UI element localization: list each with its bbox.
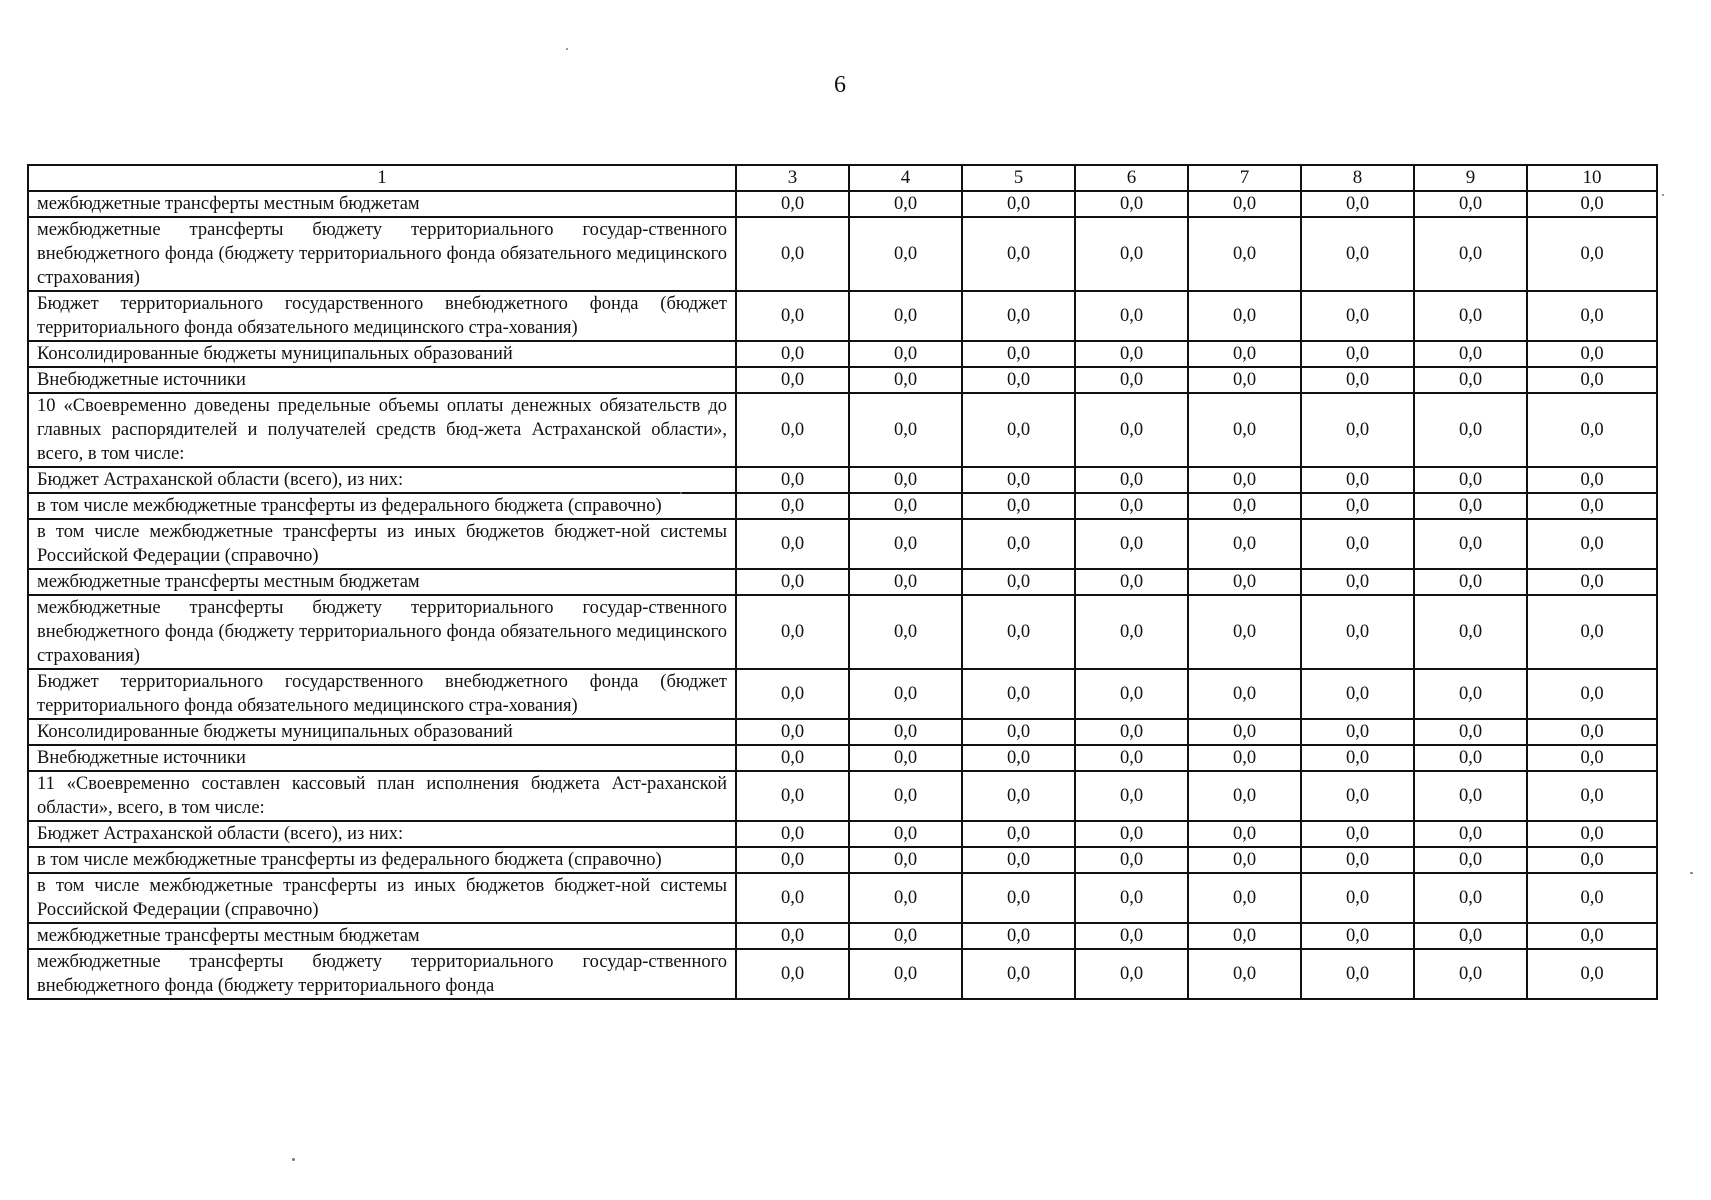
table-row (28, 923, 1657, 949)
value-cell: 0,0 (962, 291, 1075, 341)
value-cell: 0,0 (1188, 467, 1301, 493)
value-cell: 0,0 (1301, 771, 1414, 821)
value-cell: 0,0 (1075, 821, 1188, 847)
value-cell: 0,0 (849, 493, 962, 519)
value-cell: 0,0 (849, 291, 962, 341)
value-cell: 0,0 (736, 569, 849, 595)
value-cell: 0,0 (1301, 217, 1414, 291)
value-cell: 0,0 (962, 719, 1075, 745)
value-cell: 0,0 (849, 367, 962, 393)
value-cell: 0,0 (849, 569, 962, 595)
value-cell: 0,0 (962, 341, 1075, 367)
value-cell: 0,0 (1527, 719, 1657, 745)
table-row (28, 821, 1657, 847)
value-cell: 0,0 (1414, 595, 1527, 669)
header-row (28, 165, 1657, 191)
row-label: межбюджетные трансферты местным бюджетам (28, 569, 736, 595)
value-cell: 0,0 (1188, 519, 1301, 569)
value-cell: 0,0 (962, 217, 1075, 291)
value-cell: 0,0 (1075, 341, 1188, 367)
row-label: межбюджетные трансферты местным бюджетам (28, 191, 736, 217)
table-row (28, 191, 1657, 217)
value-cell: 0,0 (849, 745, 962, 771)
row-label: Консолидированные бюджеты муниципальных образований (28, 719, 736, 745)
value-cell: 0,0 (1075, 873, 1188, 923)
value-cell: 0,0 (1075, 771, 1188, 821)
value-cell: 0,0 (1075, 393, 1188, 467)
value-cell: 0,0 (1075, 569, 1188, 595)
scan-speck (566, 48, 568, 50)
row-label: в том числе межбюджетные трансферты из федерального бюджета (справочно) (28, 493, 736, 519)
value-cell: 0,0 (1075, 669, 1188, 719)
column-header: 4 (849, 165, 962, 191)
value-cell: 0,0 (1414, 393, 1527, 467)
value-cell: 0,0 (1527, 873, 1657, 923)
value-cell: 0,0 (736, 393, 849, 467)
value-cell: 0,0 (962, 771, 1075, 821)
row-label: 11 «Своевременно составлен кассовый план исполнения бюджета Аст-раханской области», всего, в том числе: (28, 771, 736, 821)
table-body (28, 191, 1657, 999)
value-cell: 0,0 (962, 847, 1075, 873)
value-cell: 0,0 (1527, 923, 1657, 949)
value-cell: 0,0 (1301, 669, 1414, 719)
value-cell: 0,0 (962, 367, 1075, 393)
value-cell: 0,0 (1301, 393, 1414, 467)
value-cell: 0,0 (1188, 191, 1301, 217)
row-label: межбюджетные трансферты местным бюджетам (28, 923, 736, 949)
value-cell: 0,0 (1075, 291, 1188, 341)
value-cell: 0,0 (962, 745, 1075, 771)
value-cell: 0,0 (1188, 821, 1301, 847)
value-cell: 0,0 (962, 493, 1075, 519)
table-row (28, 467, 1657, 493)
value-cell: 0,0 (849, 595, 962, 669)
value-cell: 0,0 (1414, 923, 1527, 949)
value-cell: 0,0 (1414, 873, 1527, 923)
column-header: 10 (1527, 165, 1657, 191)
value-cell: 0,0 (1527, 217, 1657, 291)
row-label: Бюджет Астраханской области (всего), из них: (28, 467, 736, 493)
value-cell: 0,0 (1188, 569, 1301, 595)
value-cell: 0,0 (736, 217, 849, 291)
value-cell: 0,0 (1075, 847, 1188, 873)
value-cell: 0,0 (849, 821, 962, 847)
value-cell: 0,0 (849, 949, 962, 999)
value-cell: 0,0 (736, 719, 849, 745)
value-cell: 0,0 (1301, 719, 1414, 745)
value-cell: 0,0 (1527, 291, 1657, 341)
value-cell: 0,0 (849, 341, 962, 367)
column-header: 3 (736, 165, 849, 191)
value-cell: 0,0 (1414, 493, 1527, 519)
value-cell: 0,0 (736, 923, 849, 949)
table-row (28, 771, 1657, 821)
table-row (28, 393, 1657, 467)
value-cell: 0,0 (849, 519, 962, 569)
value-cell: 0,0 (1188, 847, 1301, 873)
value-cell: 0,0 (849, 217, 962, 291)
value-cell: 0,0 (1301, 847, 1414, 873)
value-cell: 0,0 (1527, 341, 1657, 367)
value-cell: 0,0 (1301, 519, 1414, 569)
column-header: 1 (28, 165, 736, 191)
row-label: межбюджетные трансферты бюджету территориального государ-ственного внебюджетного фонда (бюджету территориального фонда обязательного медицинского страхования) (28, 595, 736, 669)
value-cell: 0,0 (736, 847, 849, 873)
value-cell: 0,0 (1527, 467, 1657, 493)
value-cell: 0,0 (1188, 719, 1301, 745)
value-cell: 0,0 (1527, 745, 1657, 771)
table-row (28, 847, 1657, 873)
value-cell: 0,0 (1301, 367, 1414, 393)
row-label: в том числе межбюджетные трансферты из иных бюджетов бюджет-ной системы Российской Федерации (справочно) (28, 519, 736, 569)
value-cell: 0,0 (962, 821, 1075, 847)
value-cell: 0,0 (1301, 493, 1414, 519)
value-cell: 0,0 (1075, 493, 1188, 519)
row-label: в том числе межбюджетные трансферты из иных бюджетов бюджет-ной системы Российской Федерации (справочно) (28, 873, 736, 923)
value-cell: 0,0 (1301, 821, 1414, 847)
value-cell: 0,0 (849, 873, 962, 923)
value-cell: 0,0 (1414, 847, 1527, 873)
table-row (28, 719, 1657, 745)
row-label: Бюджет Астраханской области (всего), из них: (28, 821, 736, 847)
value-cell: 0,0 (1188, 873, 1301, 923)
table-row (28, 745, 1657, 771)
table-row (28, 217, 1657, 291)
value-cell: 0,0 (1414, 519, 1527, 569)
value-cell: 0,0 (849, 847, 962, 873)
table-row (28, 493, 1657, 519)
value-cell: 0,0 (962, 873, 1075, 923)
table-row (28, 341, 1657, 367)
table-row (28, 873, 1657, 923)
value-cell: 0,0 (1527, 493, 1657, 519)
value-cell: 0,0 (1301, 467, 1414, 493)
value-cell: 0,0 (1527, 519, 1657, 569)
value-cell: 0,0 (1188, 949, 1301, 999)
table-row (28, 949, 1657, 999)
value-cell: 0,0 (849, 923, 962, 949)
value-cell: 0,0 (1075, 367, 1188, 393)
value-cell: 0,0 (1301, 569, 1414, 595)
value-cell: 0,0 (1301, 191, 1414, 217)
value-cell: 0,0 (849, 393, 962, 467)
row-label: Бюджет территориального государственного внебюджетного фонда (бюджет территориального фонда обязательного медицинского стра-хования) (28, 669, 736, 719)
value-cell: 0,0 (962, 595, 1075, 669)
value-cell: 0,0 (962, 393, 1075, 467)
row-label: межбюджетные трансферты бюджету территориального государ-ственного внебюджетного фонда (бюджету территориального фонда обязательного медицинского страхования) (28, 217, 736, 291)
value-cell: 0,0 (1527, 595, 1657, 669)
value-cell: 0,0 (736, 669, 849, 719)
value-cell: 0,0 (1188, 341, 1301, 367)
value-cell: 0,0 (1414, 569, 1527, 595)
value-cell: 0,0 (1075, 467, 1188, 493)
value-cell: 0,0 (1188, 923, 1301, 949)
value-cell: 0,0 (1414, 669, 1527, 719)
value-cell: 0,0 (1527, 569, 1657, 595)
value-cell: 0,0 (736, 493, 849, 519)
value-cell: 0,0 (1414, 367, 1527, 393)
value-cell: 0,0 (1075, 595, 1188, 669)
value-cell: 0,0 (1188, 367, 1301, 393)
value-cell: 0,0 (1527, 367, 1657, 393)
table-row (28, 569, 1657, 595)
scan-speck (680, 492, 682, 494)
value-cell: 0,0 (1301, 595, 1414, 669)
value-cell: 0,0 (962, 949, 1075, 999)
value-cell: 0,0 (1188, 291, 1301, 341)
value-cell: 0,0 (736, 467, 849, 493)
value-cell: 0,0 (1414, 291, 1527, 341)
value-cell: 0,0 (1188, 669, 1301, 719)
value-cell: 0,0 (1301, 291, 1414, 341)
value-cell: 0,0 (1188, 745, 1301, 771)
value-cell: 0,0 (736, 873, 849, 923)
column-header: 7 (1188, 165, 1301, 191)
value-cell: 0,0 (962, 669, 1075, 719)
value-cell: 0,0 (849, 467, 962, 493)
value-cell: 0,0 (1188, 493, 1301, 519)
value-cell: 0,0 (962, 467, 1075, 493)
value-cell: 0,0 (1414, 341, 1527, 367)
value-cell: 0,0 (1414, 745, 1527, 771)
value-cell: 0,0 (1301, 873, 1414, 923)
value-cell: 0,0 (1075, 719, 1188, 745)
table-row (28, 519, 1657, 569)
value-cell: 0,0 (1188, 393, 1301, 467)
value-cell: 0,0 (1414, 719, 1527, 745)
column-header: 9 (1414, 165, 1527, 191)
budget-table (27, 164, 1658, 1000)
value-cell: 0,0 (1188, 217, 1301, 291)
value-cell: 0,0 (1527, 771, 1657, 821)
value-cell: 0,0 (849, 191, 962, 217)
value-cell: 0,0 (736, 291, 849, 341)
row-label: Бюджет территориального государственного внебюджетного фонда (бюджет территориального фонда обязательного медицинского стра-хования) (28, 291, 736, 341)
value-cell: 0,0 (1301, 923, 1414, 949)
value-cell: 0,0 (736, 341, 849, 367)
value-cell: 0,0 (1414, 949, 1527, 999)
value-cell: 0,0 (736, 949, 849, 999)
value-cell: 0,0 (1414, 217, 1527, 291)
row-label: 10 «Своевременно доведены предельные объемы оплаты денежных обязательств до главных распорядителей и получателей средств бюд-жета Астраханской области», всего, в том числе: (28, 393, 736, 467)
value-cell: 0,0 (1527, 949, 1657, 999)
value-cell: 0,0 (736, 519, 849, 569)
value-cell: 0,0 (1075, 949, 1188, 999)
value-cell: 0,0 (962, 569, 1075, 595)
value-cell: 0,0 (849, 771, 962, 821)
row-label: межбюджетные трансферты бюджету территориального государ-ственного внебюджетного фонда (бюджету территориального фонда (28, 949, 736, 999)
value-cell: 0,0 (1188, 595, 1301, 669)
value-cell: 0,0 (1075, 745, 1188, 771)
scan-speck (1690, 872, 1693, 874)
row-label: в том числе межбюджетные трансферты из федерального бюджета (справочно) (28, 847, 736, 873)
value-cell: 0,0 (1527, 821, 1657, 847)
value-cell: 0,0 (962, 923, 1075, 949)
value-cell: 0,0 (736, 595, 849, 669)
column-header: 8 (1301, 165, 1414, 191)
value-cell: 0,0 (1414, 771, 1527, 821)
value-cell: 0,0 (1527, 393, 1657, 467)
scan-speck (1662, 194, 1664, 196)
value-cell: 0,0 (1075, 923, 1188, 949)
value-cell: 0,0 (1301, 341, 1414, 367)
value-cell: 0,0 (736, 191, 849, 217)
value-cell: 0,0 (849, 669, 962, 719)
value-cell: 0,0 (962, 191, 1075, 217)
value-cell: 0,0 (1301, 949, 1414, 999)
value-cell: 0,0 (736, 745, 849, 771)
value-cell: 0,0 (1414, 191, 1527, 217)
table-row (28, 669, 1657, 719)
row-label: Внебюджетные источники (28, 367, 736, 393)
scan-speck (292, 1158, 295, 1161)
page-number: 6 (834, 72, 846, 98)
row-label: Внебюджетные источники (28, 745, 736, 771)
value-cell: 0,0 (962, 519, 1075, 569)
row-label: Консолидированные бюджеты муниципальных образований (28, 341, 736, 367)
value-cell: 0,0 (849, 719, 962, 745)
table-row (28, 291, 1657, 341)
value-cell: 0,0 (736, 367, 849, 393)
value-cell: 0,0 (736, 771, 849, 821)
value-cell: 0,0 (1075, 191, 1188, 217)
value-cell: 0,0 (1414, 467, 1527, 493)
value-cell: 0,0 (1527, 191, 1657, 217)
value-cell: 0,0 (1301, 745, 1414, 771)
column-header: 6 (1075, 165, 1188, 191)
column-header: 5 (962, 165, 1075, 191)
table-row (28, 367, 1657, 393)
value-cell: 0,0 (1188, 771, 1301, 821)
table-row (28, 595, 1657, 669)
value-cell: 0,0 (1075, 519, 1188, 569)
value-cell: 0,0 (1075, 217, 1188, 291)
value-cell: 0,0 (1414, 821, 1527, 847)
value-cell: 0,0 (1527, 669, 1657, 719)
value-cell: 0,0 (736, 821, 849, 847)
value-cell: 0,0 (1527, 847, 1657, 873)
